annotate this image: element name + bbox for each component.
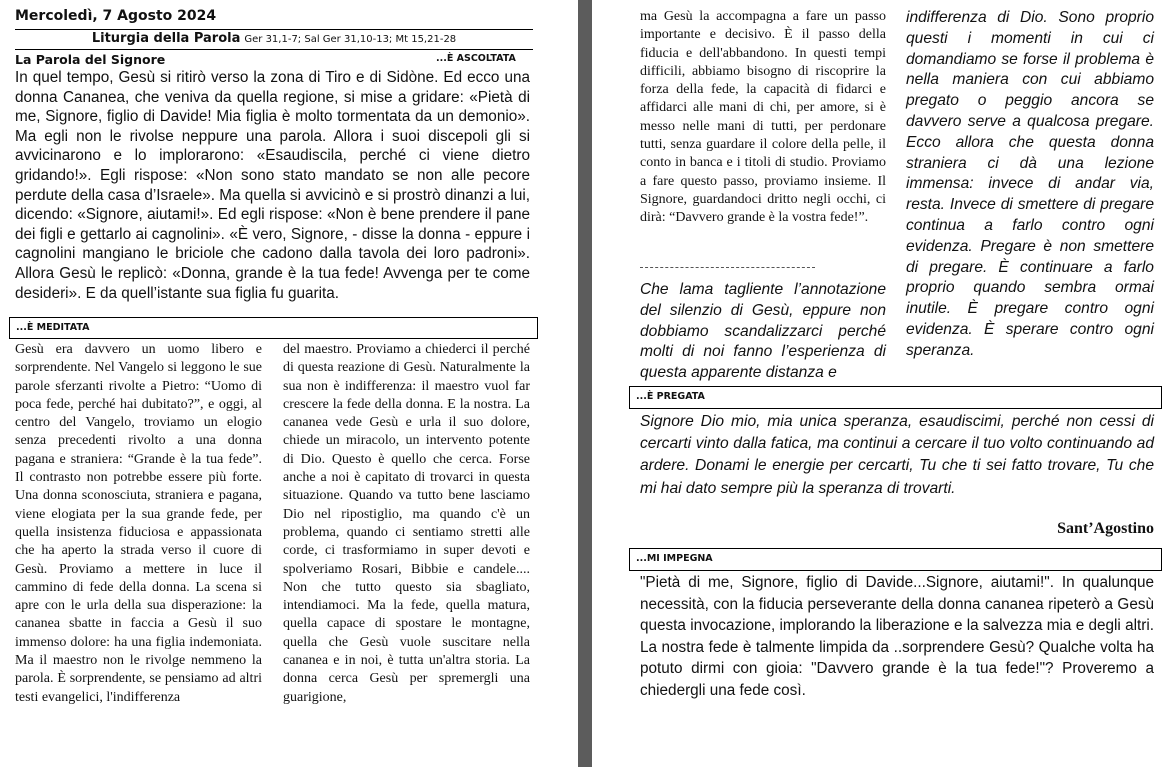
meditation-column-2: del maestro. Proviamo a chiederci il perché di questa reazione di Gesù. Naturalmente la sua non è indifferenza: il maestro vuol far crescere la fede della donna. E la nostra. La cananea vede Gesù e urla il suo dolore, chiede un miracolo, un intervento potente di Dio. Questo è quello che cerca. Forse anche a noi è capitato di trovarci in questa situazione. Quando va tutto bene lasciamo Dio nel ripostiglio, ma quando c'è un problema, quando ci sentiamo stretti alle corde, ci trasformiamo in super devoti e spolveriamo Rosari, Bibbie e candele.... Non che tutto questo sia sbagliato, intendiamoci. Ma la fede, quella matura, quella capace di spostare le montagne, quella che Gesù vuole suscitare nella cananea e in noi, è tutta un'altra storia. La donna cerca Gesù per spremergli una guarigione, [283, 342, 530, 705]
dashed-separator [640, 267, 815, 268]
meditation-column-3-italic: Che lama tagliente l’annotazione del silenzio di Gesù, eppure non dobbiamo scandalizzarci perché molti di noi fanno l’esperienza di questa apparente distanza e [640, 281, 886, 382]
section-tag-meditata: ...È MEDITATA [16, 322, 90, 333]
page-date: Mercoledì, 7 Agosto 2024 [15, 8, 217, 24]
liturgy-title: Liturgia della Parola [91, 31, 241, 46]
gospel-text: In quel tempo, Gesù si ritirò verso la zona di Tiro e di Sidòne. Ed ecco una donna Cananea, che veniva da quella regione, si mise a gridare: «Pietà di me, Signore, figlio di Davide! Mia figlia è molto tormentata da un demonio». Ma egli non le rivolse neppure una parola. Allora i suoi discepoli gli si avvicinarono e lo implorarono: «Esaudiscila, perché ci viene dietro gridando!». Egli rispose: «Non sono stato mandato se non alle pecore perdute della casa d’Israele». Ma quella si avvicinò e si prostrò dinanzi a lui, dicendo: «Signore, aiutami!». Ed egli rispose: «Non è bene prendere il pane dei figli e gettarlo ai cagnolini». «È vero, Signore, - disse la donna - eppure i cagnolini mangiano le briciole che cadono dalla tavola dei loro padroni». Allora Gesù le replicò: «Donna, grande è la tua fede! Avvenga per te come desideri». E da quell’istante sua figlia fu guarita. [15, 69, 530, 302]
section-header-pregata [629, 386, 1162, 409]
section-tag-pregata: ...È PREGATA [636, 391, 705, 402]
section-header-impegna [629, 548, 1162, 571]
header-rule [15, 29, 533, 30]
section-tag-ascoltata: ...È ASCOLTATA [436, 53, 516, 64]
word-title: La Parola del Signore [15, 52, 166, 67]
section-tag-impegna: ...MI IMPEGNA [636, 553, 713, 564]
liturgy-header [15, 31, 533, 46]
prayer-author: Sant’Agostino [1057, 520, 1154, 537]
section-header-meditata [9, 317, 538, 339]
meditation-column-1: Gesù era davvero un uomo libero e sorprendente. Nel Vangelo si leggono le sue parole sferzanti rivolte a Pietro: “Uomo di poca fede, perché hai dubitato?”, e oggi, al centro del Vangelo, troviamo un elogio senza precedenti rivolto a una donna pagana e straniera: “Grande è la tua fede”. Il contrasto non potrebbe essere più forte. Una donna sconosciuta, straniera e pagana, viene elogiata per la sua grande fede, per quella insistenza fiduciosa e appassionata che ha aperto la strada verso il cuore di Gesù. Proviamo a mettere in luce il cammino di fede della donna. La scena si apre con le urla della sua disperazione: la cananea sbatte in faccia a Gesù il suo immenso dolore: ha una figlia indemoniata. Ma il maestro non le rivolge nemmeno la parola. È sorprendente, se pensiamo ad altri testi evangelici, l'indifferenza [15, 342, 262, 705]
prayer-text: Signore Dio mio, mia unica speranza, esaudiscimi, perché non cessi di cercarti vinto dalla fatica, ma continui a cercare il tuo volto continuando ad ardere. Donami le energie per cercarti, Tu che ti sei fatto trovare, Tu che mi hai dato sempre più la speranza di trovarti. [640, 413, 1154, 497]
readings-references: Ger 31,1-7; Sal Ger 31,10-13; Mt 15,21-28 [244, 34, 457, 45]
left-page [0, 0, 578, 767]
page-gutter [578, 0, 592, 767]
meditation-column-4: indifferenza di Dio. Sono proprio questi i momenti in cui ci domandiamo se forse il problema è nella maniera con cui abbiamo pregato o peggio ancora se davvero serve a qualcosa pregare. Ecco allora che questa donna straniera ci dà una lezione immensa: invece di andar via, resta. Invece di smettere di pregare continua a farlo contro ogni evidenza. Pregare è non smettere di pregare. È continuare a farlo proprio quando sembra ormai inutile. È pregare contro ogni evidenza. È sperare contro ogni speranza. [906, 9, 1154, 359]
meditation-column-3: ma Gesù la accompagna a fare un passo importante e decisivo. È il passo della fiducia e dell'abbandono. In questi tempi difficili, abbiamo bisogno di riscoprire la forza della fede, la capacità di fidarci e affidarci alle mani di chi, per amore, si è messo nelle mani di tutti, per perdonare tutti, senza guardare il colore della pelle, il conto in banca e i titoli di studio. Proviamo a fare questo passo, proviamo insieme. Il Signore, guardandoci dritto negli occhi, ci dirà: “Davvero grande è la vostra fede!”. [640, 9, 886, 226]
liturgy-rule [15, 49, 533, 50]
commitment-text: "Pietà di me, Signore, figlio di Davide...Signore, aiutami!". In qualunque necessità, con la fiducia perseverante della donna cananea ripeterò a Gesù questa invocazione, implorando la liberazione e la salvezza mia e degli altri. La nostra fede è talmente limpida da ..sorprendere Gesù? Qualche volta ha potuto dirmi con gioia: "Davvero grande è la tua fede!"? Proveremo a chiedergli una fede così. [640, 574, 1154, 699]
